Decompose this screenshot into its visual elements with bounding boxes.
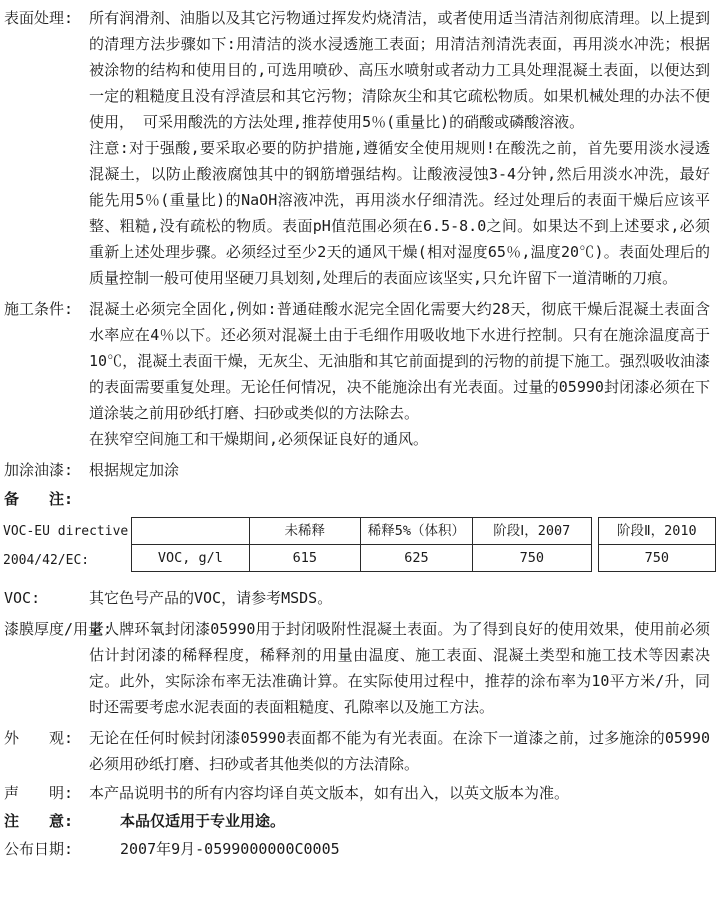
voc-header-diluted: 稀释5%（体积） — [360, 518, 472, 545]
surface-treatment-paragraph-2: 注意:对于强酸,要采取必要的防护措施,遵循安全使用规则!在酸洗之前，首先要用淡水浸透混凝土，以防止酸液腐蚀其中的钢筋增强结构。让酸液浸蚀3-4分钟,然后用淡水冲洗，最好能先用5％(重量比)的NaOH溶液冲洗，再用淡水仔细清洗。经过处理后的表面干燥后应该平整、粗糙,没有疏松的物质。表面pH值范围必须在6.5-8.0之间。如果达不到上述要求,必须重新上述处理步骤。必须经过至少2天的通风干燥(相对湿度65％,温度20℃)。表面处理后的质量控制一般可使用坚硬刀具划刻,处理后的表面应该坚实,只允许留下一道清晰的刀痕。 — [89, 139, 710, 287]
voc-table-header-row — [132, 518, 592, 545]
film-thickness-label: 漆膜厚度/用量: — [4, 620, 113, 638]
voc-header-phase1: 阶段Ⅰ，2007 — [472, 518, 591, 545]
section-voc-note — [0, 585, 716, 611]
voc-table-group — [131, 517, 716, 572]
voc-note-label: VOC: — [4, 589, 41, 607]
voc-table-phase2-header-row — [598, 518, 715, 545]
section-issue-date — [0, 836, 716, 862]
voc-note-text: 其它色号产品的VOC，请参考MSDS。 — [89, 589, 333, 607]
voc-table-main — [131, 517, 592, 572]
section-recoat — [0, 457, 716, 483]
surface-treatment-paragraph-1: 所有润滑剂、油脂以及其它污物通过挥发灼烧清洁，或者使用适当清洁剂彻底清理。以上提到的清理方法步骤如下:用清洁的淡水浸透施工表面；用清洁剂清洗表面，再用淡水冲洗；根据被涂物的结构和使用目的,可选用喷砂、高压水喷射或者动力工具处理混凝土表面，以便达到一定的粗糙度且没有浮渣层和其它污物；清除灰尘和其它疏松物质。如果机械处理的办法不便使用， 可采用酸洗的方法处理,推荐使用5％(重量比)的硝酸或磷酸溶液。 — [89, 9, 710, 131]
voc-table-phase2 — [598, 517, 716, 572]
statement-text: 本产品说明书的所有内容均译自英文版本，如有出入，以英文版本为准。 — [89, 784, 570, 802]
caution-text: 本品仅适用于专业用途。 — [120, 812, 286, 830]
voc-directive-label — [0, 517, 131, 575]
voc-header-empty — [132, 518, 250, 545]
section-voc-table — [0, 517, 716, 575]
voc-table-value-row — [132, 545, 592, 572]
caution-label: 注 意: — [4, 812, 74, 830]
issue-date-text: 2007年9月-0599000000C0005 — [120, 840, 340, 858]
issue-date-label: 公布日期: — [4, 840, 74, 858]
application-conditions-label: 施工条件: — [4, 300, 74, 318]
section-surface-treatment — [0, 5, 716, 291]
film-thickness-text: 老人牌环氧封闭漆05990用于封闭吸附性混凝土表面。为了得到良好的使用效果，使用前必须估计封闭漆的稀释程度，稀释剂的用量由温度、施工表面、混凝土类型和施工技术等因素决定。此外，实际涂布率无法准确计算。在实际使用过程中，推荐的涂布率为10平方米/升，同时还需要考虑水泥表面的表面粗糙度、孔隙率以及施工方法。 — [89, 620, 710, 716]
voc-directive-line-1: VOC-EU directive — [3, 524, 129, 539]
voc-table-phase2-value-row — [598, 545, 715, 572]
voc-cell-undiluted: 615 — [249, 545, 360, 572]
voc-cell-phase1: 750 — [472, 545, 591, 572]
section-caution — [0, 808, 716, 834]
surface-treatment-label: 表面处理: — [4, 9, 74, 27]
application-conditions-paragraph-1: 混凝土必须完全固化,例如:普通硅酸水泥完全固化需要大约28天，彻底干燥后混凝土表面含水率应在4％以下。还必须对混凝土由于毛细作用吸收地下水进行控制。只有在施涂温度高于10℃，混凝土表面干燥，无灰尘、无油脂和其它前面提到的污物的前提下施工。强烈吸收油漆的表面需要重复处理。无论任何情况，决不能施涂出有光表面。过量的05990封闭漆必须在下道涂装之前用砂纸打磨、扫砂或类似的方法除去。 — [89, 300, 710, 422]
voc-header-undiluted: 未稀释 — [249, 518, 360, 545]
recoat-label: 加涂油漆: — [4, 461, 74, 479]
section-remarks — [0, 486, 716, 512]
statement-label: 声 明: — [4, 784, 74, 802]
appearance-label: 外 观: — [4, 729, 74, 747]
voc-header-phase2: 阶段Ⅱ，2010 — [598, 518, 715, 545]
recoat-text: 根据规定加涂 — [89, 461, 180, 479]
application-conditions-paragraph-2: 在狭窄空间施工和干燥期间,必须保证良好的通风。 — [89, 430, 429, 448]
application-conditions-text — [89, 296, 716, 452]
remarks-label: 备 注: — [4, 490, 74, 508]
voc-cell-diluted: 625 — [360, 545, 472, 572]
section-statement — [0, 780, 716, 806]
product-data-sheet — [0, 5, 716, 862]
section-appearance — [0, 725, 716, 777]
section-film-thickness — [0, 616, 716, 720]
voc-cell-phase2: 750 — [598, 545, 715, 572]
voc-cell-unit: VOC, g/l — [132, 545, 250, 572]
section-application-conditions — [0, 296, 716, 452]
appearance-text: 无论在任何时候封闭漆05990表面都不能为有光表面。在涂下一道漆之前，过多施涂的05990必须用砂纸打磨、扫砂或者其他类似的方法清除。 — [89, 729, 710, 773]
voc-directive-line-2: 2004/42/EC: — [3, 553, 90, 568]
surface-treatment-text — [89, 5, 716, 291]
